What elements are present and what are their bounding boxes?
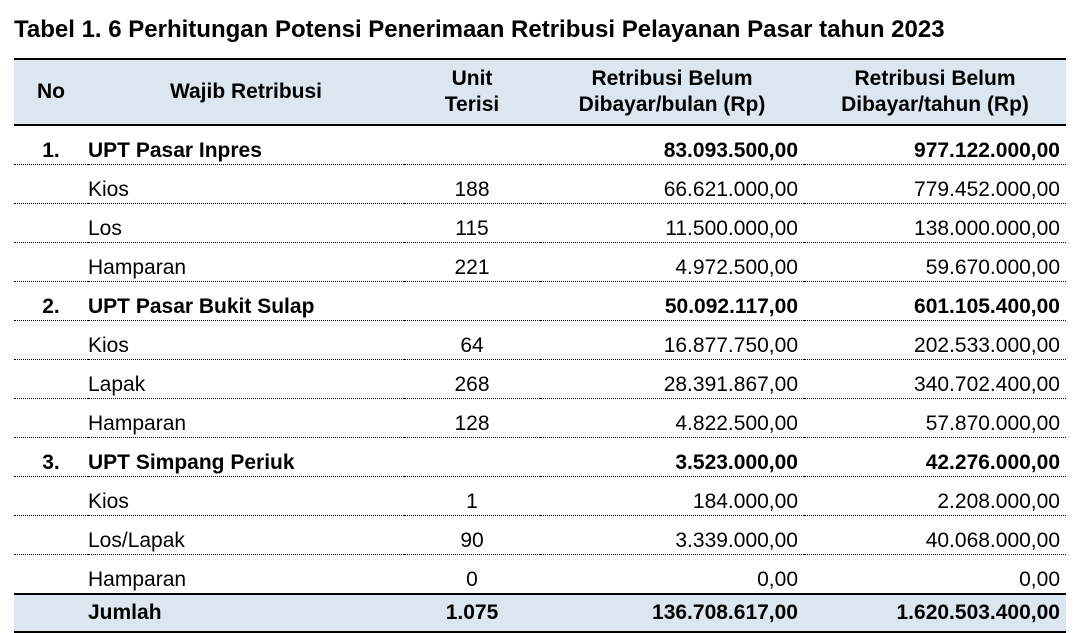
- row-tahun: 977.122.000,00: [804, 125, 1066, 165]
- total-row: [14, 594, 1066, 632]
- sub-row: [14, 555, 1066, 595]
- row-no: [14, 399, 88, 438]
- row-no: 3.: [14, 438, 88, 477]
- row-no: [14, 321, 88, 360]
- row-tahun: 340.702.400,00: [804, 360, 1066, 399]
- row-no: [14, 165, 88, 204]
- row-tahun: 57.870.000,00: [804, 399, 1066, 438]
- row-name: Kios: [88, 477, 404, 516]
- row-bulan: 66.621.000,00: [540, 165, 804, 204]
- header-tahun-line2: Dibayar/tahun (Rp): [841, 93, 1029, 116]
- sub-row: [14, 477, 1066, 516]
- group-row: [14, 125, 1066, 165]
- group-row: [14, 282, 1066, 321]
- sub-row: [14, 360, 1066, 399]
- row-tahun: 601.105.400,00: [804, 282, 1066, 321]
- total-tahun: 1.620.503.400,00: [804, 594, 1066, 632]
- sub-row: [14, 204, 1066, 243]
- header-bulan-line1: Retribusi Belum: [591, 67, 753, 90]
- row-tahun: 0,00: [804, 555, 1066, 595]
- row-unit: 221: [404, 243, 540, 282]
- row-tahun: 40.068.000,00: [804, 516, 1066, 555]
- table-footer: [14, 594, 1066, 632]
- row-unit: 115: [404, 204, 540, 243]
- row-bulan: 50.092.117,00: [540, 282, 804, 321]
- total-unit: 1.075: [404, 594, 540, 632]
- row-unit: 188: [404, 165, 540, 204]
- sub-row: [14, 165, 1066, 204]
- row-unit: 64: [404, 321, 540, 360]
- row-bulan: 83.093.500,00: [540, 125, 804, 165]
- header-bulan: [540, 59, 804, 125]
- row-unit: 128: [404, 399, 540, 438]
- row-no: [14, 477, 88, 516]
- row-no: [14, 204, 88, 243]
- row-tahun: 42.276.000,00: [804, 438, 1066, 477]
- row-tahun: 138.000.000,00: [804, 204, 1066, 243]
- row-bulan: 16.877.750,00: [540, 321, 804, 360]
- row-unit: 1: [404, 477, 540, 516]
- row-tahun: 59.670.000,00: [804, 243, 1066, 282]
- row-no: [14, 555, 88, 595]
- row-bulan: 11.500.000,00: [540, 204, 804, 243]
- header-tahun: [804, 59, 1066, 125]
- row-name: Hamparan: [88, 555, 404, 595]
- row-name: UPT Pasar Bukit Sulap: [88, 282, 404, 321]
- row-name: Los/Lapak: [88, 516, 404, 555]
- sub-row: [14, 399, 1066, 438]
- row-name: Lapak: [88, 360, 404, 399]
- row-tahun: 779.452.000,00: [804, 165, 1066, 204]
- sub-row: [14, 321, 1066, 360]
- row-name: Los: [88, 204, 404, 243]
- row-bulan: 3.523.000,00: [540, 438, 804, 477]
- table-header: [14, 59, 1066, 125]
- header-tahun-line1: Retribusi Belum: [854, 67, 1016, 90]
- row-unit: [404, 125, 540, 165]
- row-bulan: 4.972.500,00: [540, 243, 804, 282]
- row-bulan: 3.339.000,00: [540, 516, 804, 555]
- row-bulan: 28.391.867,00: [540, 360, 804, 399]
- row-no: [14, 243, 88, 282]
- row-bulan: 184.000,00: [540, 477, 804, 516]
- row-no: 1.: [14, 125, 88, 165]
- row-no: 2.: [14, 282, 88, 321]
- row-bulan: 4.822.500,00: [540, 399, 804, 438]
- header-unit: [404, 59, 540, 125]
- row-unit: 268: [404, 360, 540, 399]
- row-bulan: 0,00: [540, 555, 804, 595]
- header-unit-line1: Unit: [451, 67, 493, 90]
- header-unit-line2: Terisi: [444, 93, 500, 116]
- header-wajib-label: Wajib Retribusi: [169, 80, 323, 103]
- row-name: UPT Pasar Inpres: [88, 125, 404, 165]
- row-name: Kios: [88, 165, 404, 204]
- header-wajib: [88, 59, 404, 125]
- header-row: [14, 59, 1066, 125]
- header-bulan-line2: Dibayar/bulan (Rp): [578, 93, 766, 116]
- row-name: Hamparan: [88, 399, 404, 438]
- row-name: Hamparan: [88, 243, 404, 282]
- row-name: Kios: [88, 321, 404, 360]
- row-no: [14, 360, 88, 399]
- table-body: [14, 125, 1066, 594]
- sub-row: [14, 516, 1066, 555]
- row-unit: [404, 282, 540, 321]
- total-bulan: 136.708.617,00: [540, 594, 804, 632]
- row-unit: [404, 438, 540, 477]
- row-no: [14, 516, 88, 555]
- group-row: [14, 438, 1066, 477]
- total-no: [14, 594, 88, 632]
- row-tahun: 2.208.000,00: [804, 477, 1066, 516]
- row-unit: 90: [404, 516, 540, 555]
- row-name: UPT Simpang Periuk: [88, 438, 404, 477]
- row-unit: 0: [404, 555, 540, 595]
- total-label: Jumlah: [88, 594, 404, 632]
- table-title: Tabel 1. 6 Perhitungan Potensi Penerimaan Retribusi Pelayanan Pasar tahun 2023: [14, 16, 945, 43]
- retribusi-table: [14, 58, 1066, 633]
- header-no: [14, 59, 88, 125]
- row-tahun: 202.533.000,00: [804, 321, 1066, 360]
- sub-row: [14, 243, 1066, 282]
- header-no-label: No: [37, 80, 65, 103]
